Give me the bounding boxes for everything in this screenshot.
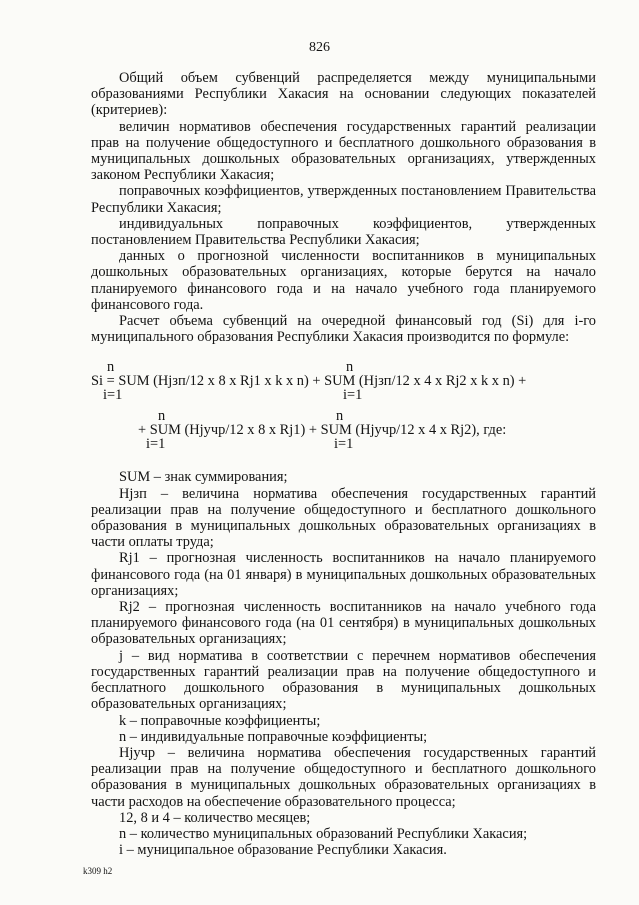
formula-upper-limit-2: n xyxy=(346,359,354,376)
definition-months: 12, 8 и 4 – количество месяцев; xyxy=(119,809,311,826)
paragraph-criterion-norms: величин нормативов обеспечения государственных гарантий реализации прав на получение общедоступного и бесплатного дошкольного образования в муниципальных дошкольных образовательных организациях, утвержденных законом Республики Хакасия; xyxy=(91,118,596,184)
paragraph-criterion-individual-coefficients: индивидуальных поправочных коэффициентов, утвержденных постановлением Правительства Республики Хакасия; xyxy=(91,215,596,249)
paragraph-criterion-pupil-count: данных о прогнозной численности воспитанников в муниципальных дошкольных образовательных организациях, которые берутся на начало планируемого финансового года и на начало учебного года планируемого финансового года. xyxy=(91,248,596,313)
definition-j: j – вид норматива в соответствии с перечнем нормативов обеспечения государственных гарантий реализации прав на получение общедоступного и бесплатного дошкольного образования в муниципальных дошкольных образовательных организациях; xyxy=(91,647,596,713)
formula-lower-limit-4: i=1 xyxy=(334,436,354,453)
formula-upper-limit-4: n xyxy=(336,408,344,425)
footer-code: k309 h2 xyxy=(83,866,113,876)
definition-n-municipalities: n – количество муниципальных образований Республики Хакасия; xyxy=(119,825,528,842)
document-body xyxy=(91,70,596,858)
page-number: 826 xyxy=(309,40,330,55)
definition-rj1: Rj1 – прогнозная численность воспитанников на начало планируемого финансового года (на 01 января) в муниципальных дошкольных образовательных организациях; xyxy=(91,550,596,599)
formula-line-1: Si = SUM (Hjзп/12 x 8 x Rj1 x k x n) + SUM (Hjзп/12 x 4 x Rj2 x k x n) + xyxy=(91,373,527,390)
paragraph-formula-intro: Расчет объема субвенций на очередной финансовый год (Si) для i-го муниципального образования Республики Хакасия производится по формуле: xyxy=(91,313,596,346)
definition-hjzp: Hjзп – величина норматива обеспечения государственных гарантий реализации прав на получение общедоступного и бесплатного дошкольного образования в муниципальных дошкольных образовательных организациях в части оплаты труда; xyxy=(91,485,596,551)
paragraph-criterion-coefficients: поправочных коэффициентов, утвержденных постановлением Правительства Республики Хакасия; xyxy=(91,183,596,216)
formula-upper-limit-3: n xyxy=(158,408,166,425)
definition-i: i – муниципальное образование Республики Хакасия. xyxy=(119,842,447,859)
definition-hjuchr: Hjучр – величина норматива обеспечения государственных гарантий реализации прав на получение общедоступного и бесплатного дошкольного образования в муниципальных дошкольных образовательных организациях в части расходов на обеспечение образовательного процесса; xyxy=(91,744,596,810)
definition-k: k – поправочные коэффициенты; xyxy=(119,712,321,729)
formula-lower-limit-1: i=1 xyxy=(103,387,123,404)
formula-line-2: + SUM (Hjучр/12 x 8 x Rj1) + SUM (Hjучр/12 x 4 x Rj2), где: xyxy=(138,422,507,439)
formula-upper-limit-1: n xyxy=(107,359,115,376)
formula-lower-limit-2: i=1 xyxy=(343,387,363,404)
paragraph-intro: Общий объем субвенций распределяется между муниципальными образованиями Республики Хакасия на основании следующих показателей (критериев): xyxy=(91,70,596,119)
subvention-formula xyxy=(91,359,596,459)
definition-n-coefficients: n – индивидуальные поправочные коэффициенты; xyxy=(119,728,428,745)
formula-lower-limit-3: i=1 xyxy=(146,436,166,453)
definition-sum: SUM – знак суммирования; xyxy=(119,469,288,486)
definition-rj2: Rj2 – прогнозная численность воспитанников на начало учебного года планируемого финансового года (на 01 сентября) в муниципальных дошкольных образовательных организациях; xyxy=(91,599,596,648)
